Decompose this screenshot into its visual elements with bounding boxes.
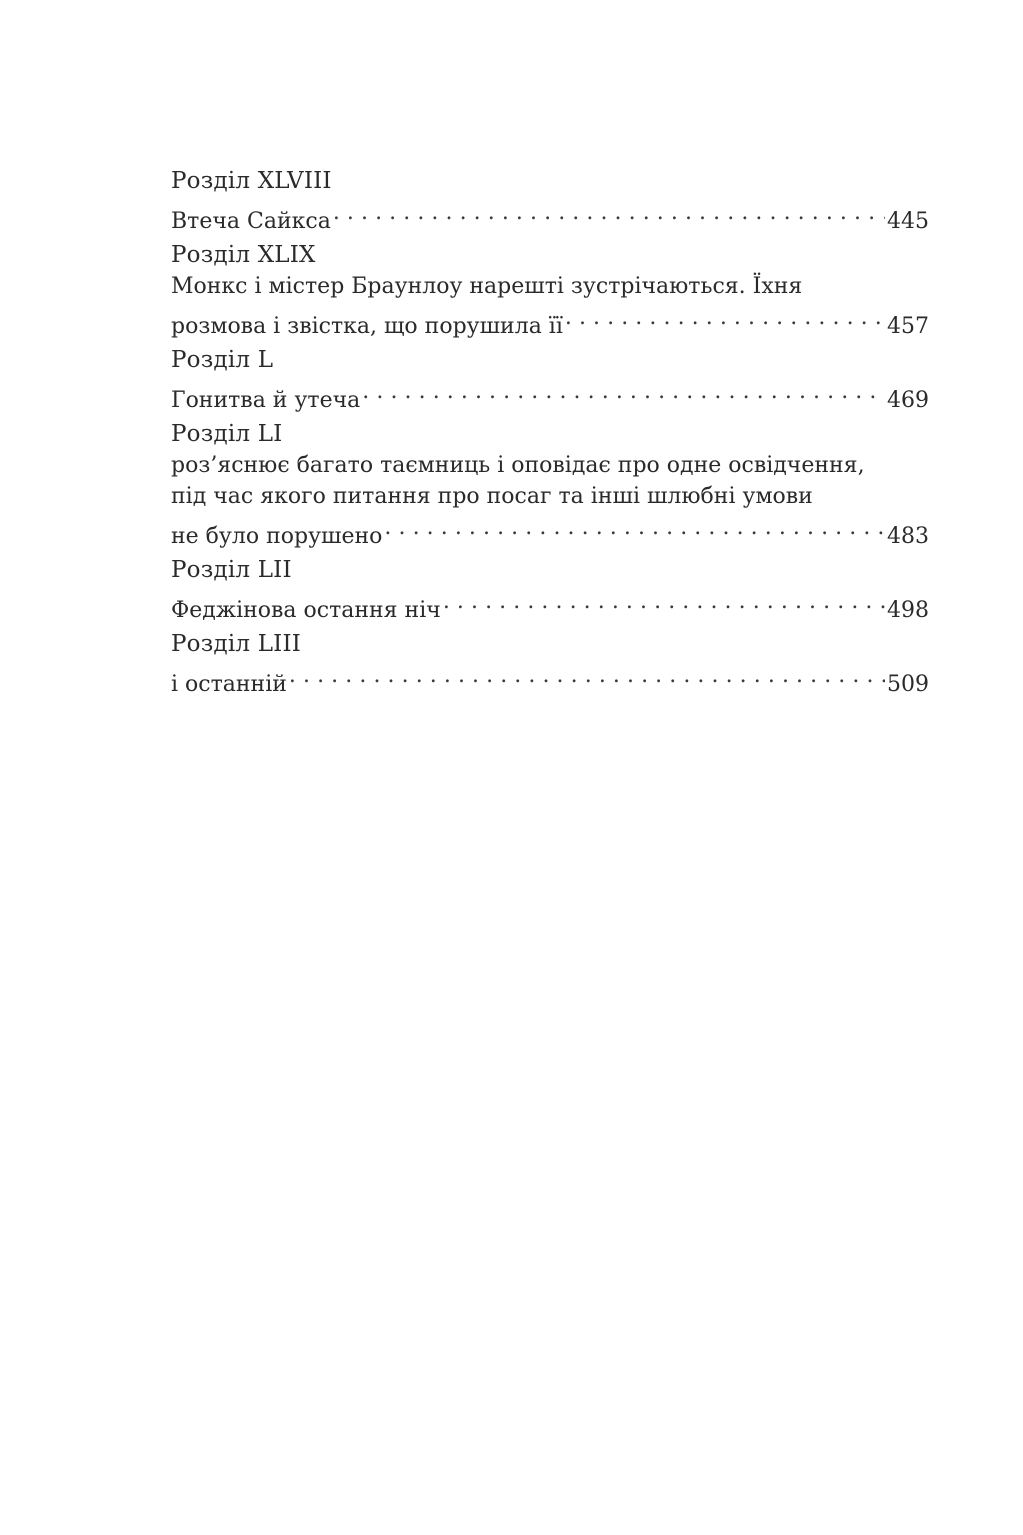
toc-entry[interactable] bbox=[171, 419, 929, 552]
dot-leader bbox=[333, 197, 885, 228]
toc-entry[interactable] bbox=[171, 345, 929, 416]
chapter-title: і останній bbox=[171, 672, 287, 697]
chapter-title: роз’яснює багато таємниць і оповідає про одне освідчення, bbox=[171, 453, 865, 478]
chapter-title-line bbox=[171, 376, 929, 416]
chapter-label: Розділ XLVIII bbox=[171, 168, 332, 194]
chapter-label: Розділ LII bbox=[171, 557, 292, 583]
chapter-title: не було порушено bbox=[171, 524, 383, 549]
chapter-label: Розділ L bbox=[171, 347, 274, 373]
dot-leader bbox=[443, 586, 885, 617]
chapter-title-line bbox=[171, 660, 929, 700]
toc-entry[interactable] bbox=[171, 629, 929, 700]
page-number: 509 bbox=[887, 672, 929, 697]
chapter-title-line bbox=[171, 197, 929, 237]
page-number: 445 bbox=[887, 209, 929, 234]
chapter-title-line bbox=[171, 512, 929, 552]
chapter-title-line bbox=[171, 302, 929, 342]
chapter-title: під час якого питання про посаг та інші шлюбні умови bbox=[171, 484, 813, 509]
chapter-title: розмова і звістка, що порушила її bbox=[171, 314, 563, 339]
chapter-label: Розділ XLIX bbox=[171, 242, 316, 268]
chapter-title-line bbox=[171, 586, 929, 626]
dot-leader bbox=[362, 376, 885, 407]
dot-leader bbox=[289, 660, 885, 691]
toc-entry[interactable] bbox=[171, 166, 929, 237]
toc-entry[interactable] bbox=[171, 240, 929, 342]
page-number: 457 bbox=[887, 314, 929, 339]
toc-entry[interactable] bbox=[171, 555, 929, 626]
chapter-title: Монкс і містер Браунлоу нарешті зустрічаються. Їхня bbox=[171, 274, 803, 299]
dot-leader bbox=[565, 302, 885, 333]
table-of-contents bbox=[171, 166, 929, 703]
chapter-label: Розділ LI bbox=[171, 421, 283, 447]
page-number: 483 bbox=[887, 524, 929, 549]
page-number: 498 bbox=[887, 598, 929, 623]
dot-leader bbox=[384, 512, 885, 543]
chapter-title: Гонитва й утеча bbox=[171, 388, 361, 413]
chapter-title: Феджінова остання ніч bbox=[171, 598, 441, 623]
chapter-title: Втеча Сайкса bbox=[171, 209, 331, 234]
page-number: 469 bbox=[887, 388, 929, 413]
chapter-label: Розділ LIII bbox=[171, 631, 302, 657]
